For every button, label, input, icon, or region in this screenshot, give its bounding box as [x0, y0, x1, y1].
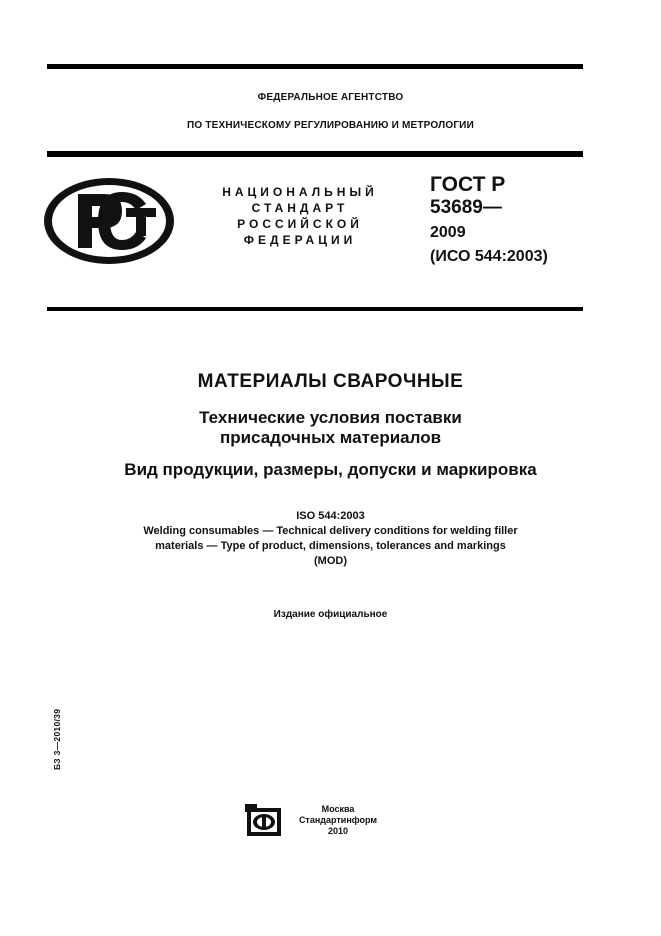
iso-title-line-3: (MOD): [314, 555, 347, 567]
publisher-name: Стандартинформ: [298, 815, 378, 825]
agency-line-1: ФЕДЕРАЛЬНОЕ АГЕНТСТВО: [257, 92, 404, 103]
iso-title-line-1: Welding consumables — Technical delivery conditions for welding filler: [143, 525, 518, 537]
middle-rule: [47, 151, 583, 157]
edition-label: Издание официальное: [273, 609, 388, 620]
document-subtitle: [0, 408, 661, 448]
document-title: МАТЕРИАЛЫ СВАРОЧНЫЕ: [197, 371, 464, 392]
national-line-2: СТАНДАРТ: [251, 201, 349, 215]
national-line-3: РОССИЙСКОЙ: [237, 217, 363, 231]
gost-year: 2009: [430, 224, 466, 241]
standartinform-mark-icon: [245, 804, 283, 838]
document-subtitle-2: Вид продукции, размеры, допуски и маркировка: [124, 460, 537, 479]
national-line-4: ФЕДЕРАЦИИ: [243, 233, 357, 247]
gost-number: 53689—: [430, 197, 502, 218]
bottom-rule: [47, 307, 583, 311]
publisher-info: [292, 804, 384, 837]
gost-designation: [430, 172, 548, 269]
iso-title-line-2: materials — Type of product, dimensions, tolerances and markings: [155, 540, 506, 552]
national-standard-label: [206, 184, 394, 248]
rst-logo-icon: [42, 176, 176, 266]
side-note: БЗ 3—2010/39: [52, 708, 62, 770]
top-rule: [47, 64, 583, 69]
gost-iso-equivalent: (ИСО 544:2003): [430, 248, 548, 265]
publisher-year: 2010: [327, 826, 349, 836]
subtitle-line-2: присадочных материалов: [219, 428, 442, 447]
iso-reference: [0, 509, 661, 569]
subtitle-line-1: Технические условия поставки: [199, 408, 462, 427]
gost-code: ГОСТ Р: [430, 173, 506, 196]
agency-line-2: ПО ТЕХНИЧЕСКОМУ РЕГУЛИРОВАНИЮ И МЕТРОЛОГИИ: [187, 120, 474, 131]
national-line-1: НАЦИОНАЛЬНЫЙ: [222, 185, 378, 199]
publisher-city: Москва: [321, 804, 355, 814]
iso-code: ISO 544:2003: [296, 510, 365, 522]
